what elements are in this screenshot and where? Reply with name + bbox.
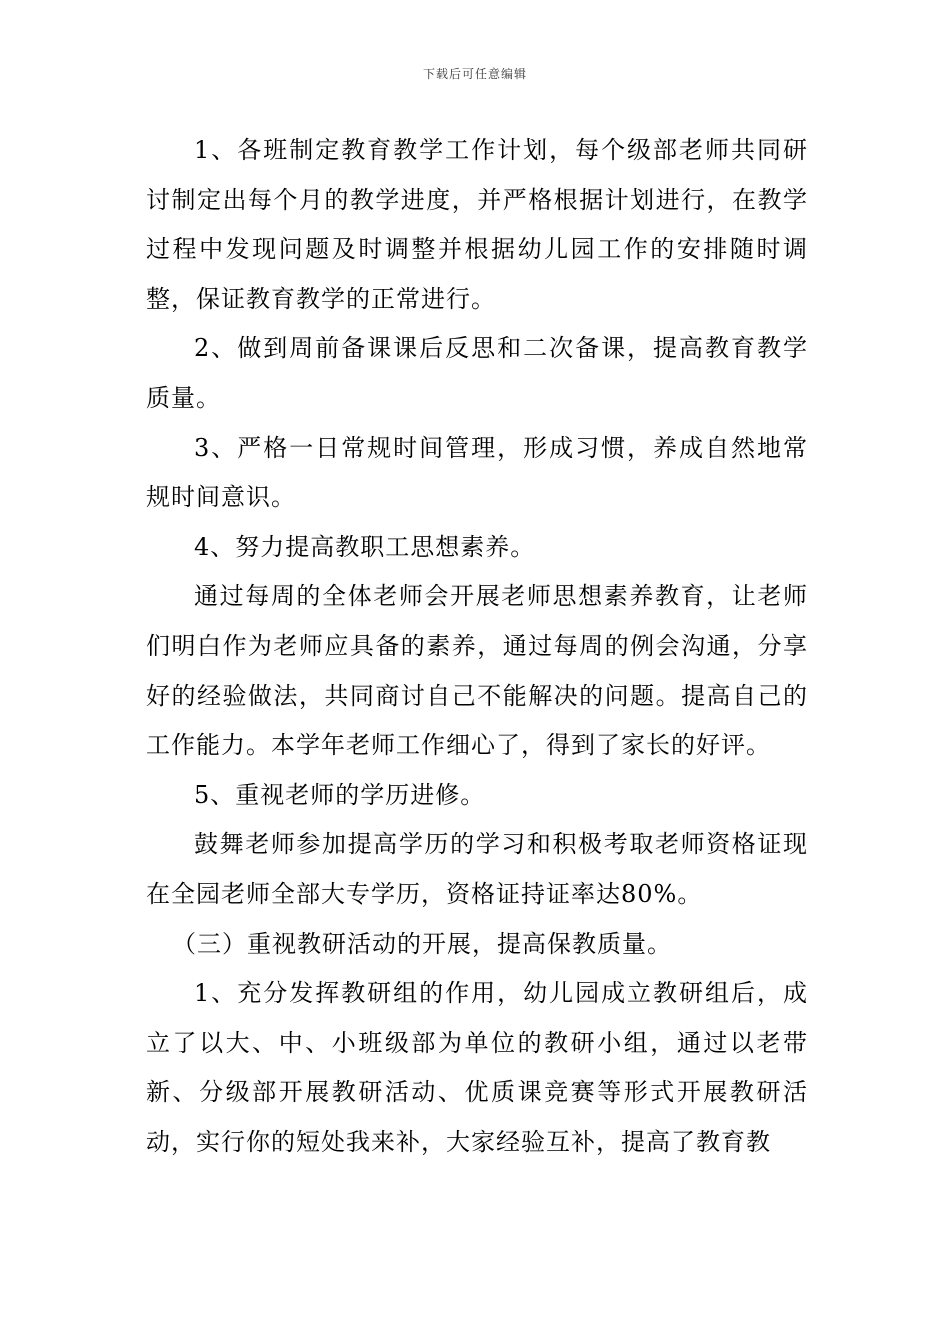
paragraph-staff-meeting: 通过每周的全体老师会开展老师思想素养教育，让老师们明白作为老师应具备的素养，通过每周的例会沟通，分享好的经验做法，共同商讨自己不能解决的问题。提高自己的工作能力。本学年老师工作细心了，得到了家长的好评。 [146, 582, 808, 760]
paragraph-lesson-prep: 2、做到周前备课课后反思和二次备课，提高教育教学质量。 [146, 334, 808, 412]
page-header-note: 下载后可任意编辑 [422, 67, 527, 81]
section-heading-research: （三）重视教研活动的开展，提高保教质量。 [172, 929, 672, 958]
document-body [146, 126, 808, 1167]
paragraph-plan: 1、各班制定教育教学工作计划，每个级部老师共同研讨制定出每个月的教学进度，并严格根据计划进行，在教学过程中发现问题及时调整并根据幼儿园工作的安排随时调整，保证教育教学的正常进行。 [146, 136, 808, 313]
paragraph-staff-quality: 4、努力提高教职工思想素养。 [194, 532, 536, 561]
paragraph-routine: 3、严格一日常规时间管理，形成习惯，养成自然地常规时间意识。 [146, 433, 808, 512]
paragraph-research-group: 1、充分发挥教研组的作用，幼儿园成立教研组后，成立了以大、中、小班级部为单位的教研小组，通过以老带新、分级部开展教研活动、优质课竞赛等形式开展教研活动，实行你的短处我来补，大家经验互补，提高了教育教 [146, 979, 808, 1156]
paragraph-certificates: 鼓舞老师参加提高学历的学习和积极考取老师资格证现在全园老师全部大专学历，资格证持证率达80%。 [146, 830, 808, 908]
paragraph-education-upgrade: 5、重视老师的学历进修。 [194, 780, 486, 809]
